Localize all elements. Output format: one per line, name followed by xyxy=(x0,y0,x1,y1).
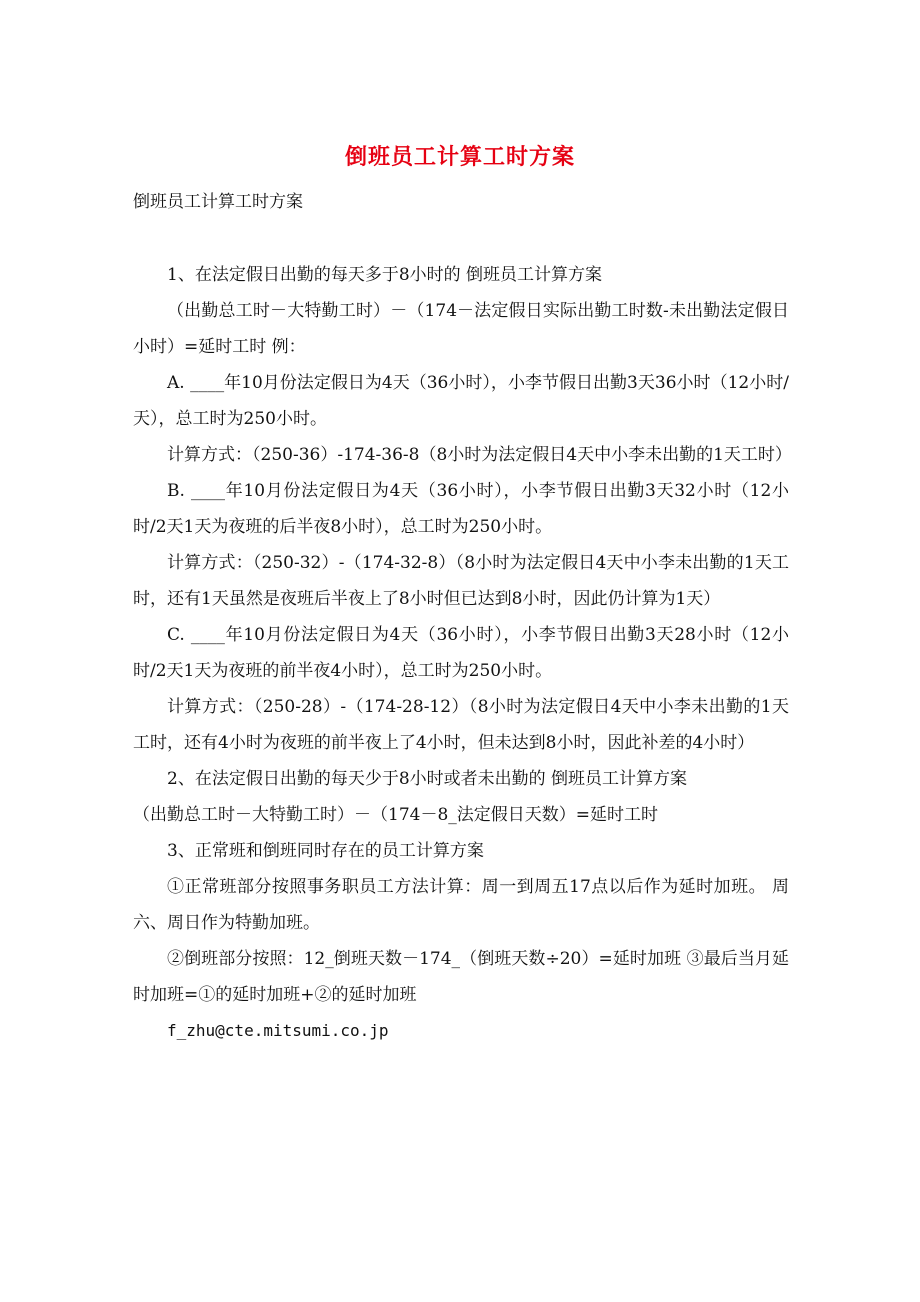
author-email: f_zhu@cte.mitsumi.co.jp xyxy=(167,1021,389,1040)
example-b-calculation: 计算方式：（250-32）-（174-32-8）（8小时为法定假日4天中小李未出勤的1天工时，还有1天虽然是夜班后半夜上了8小时但已达到8小时，因此仍计算为1天） xyxy=(133,553,789,609)
section-2-formula: （出勤总工时－大特勤工时）－（174－8_法定假日天数）=延时工时 xyxy=(133,805,659,825)
section-1-heading: 1、在法定假日出勤的每天多于8小时的 倒班员工计算方案 xyxy=(167,265,603,285)
example-a: A. ____年10月份法定假日为4天（36小时），小李节假日出勤3天36小时（12小时/天），总工时为250小时。 xyxy=(133,373,789,429)
document-body xyxy=(133,257,792,1049)
example-c-calculation: 计算方式：（250-28）-（174-28-12）（8小时为法定假日4天中小李未出勤的1天工时，还有4小时为夜班的前半夜上了4小时，但未达到8小时，因此补差的4小时） xyxy=(133,697,789,753)
example-c: C. ____年10月份法定假日为4天（36小时），小李节假日出勤3天28小时（12小时/2天1天为夜班的前半夜4小时），总工时为250小时。 xyxy=(133,625,789,681)
document-title: 倒班员工计算工时方案 xyxy=(344,144,575,170)
section-3-heading: 3、正常班和倒班同时存在的员工计算方案 xyxy=(167,841,484,861)
section-3-item-1: ①正常班部分按照事务职员工方法计算：周一到周五17点以后作为延时加班。 周六、周日作为特勤加班。 xyxy=(133,877,789,933)
section-1-formula: （出勤总工时－大特勤工时）－（174－法定假日实际出勤工时数-未出勤法定假日小时）=延时工时 例： xyxy=(133,301,789,357)
section-3-item-2: ②倒班部分按照：12_倒班天数－174_（倒班天数÷20）=延时加班 ③最后当月延时加班=①的延时加班+②的延时加班 xyxy=(133,949,789,1005)
example-a-calculation: 计算方式：（250-36）-174-36-8（8小时为法定假日4天中小李未出勤的1天工时） xyxy=(167,445,792,465)
section-2-heading: 2、在法定假日出勤的每天少于8小时或者未出勤的 倒班员工计算方案 xyxy=(167,769,688,789)
document-subtitle: 倒班员工计算工时方案 xyxy=(133,192,303,212)
example-b: B. ____年10月份法定假日为4天（36小时），小李节假日出勤3天32小时（12小时/2天1天为夜班的后半夜8小时），总工时为250小时。 xyxy=(133,481,789,537)
